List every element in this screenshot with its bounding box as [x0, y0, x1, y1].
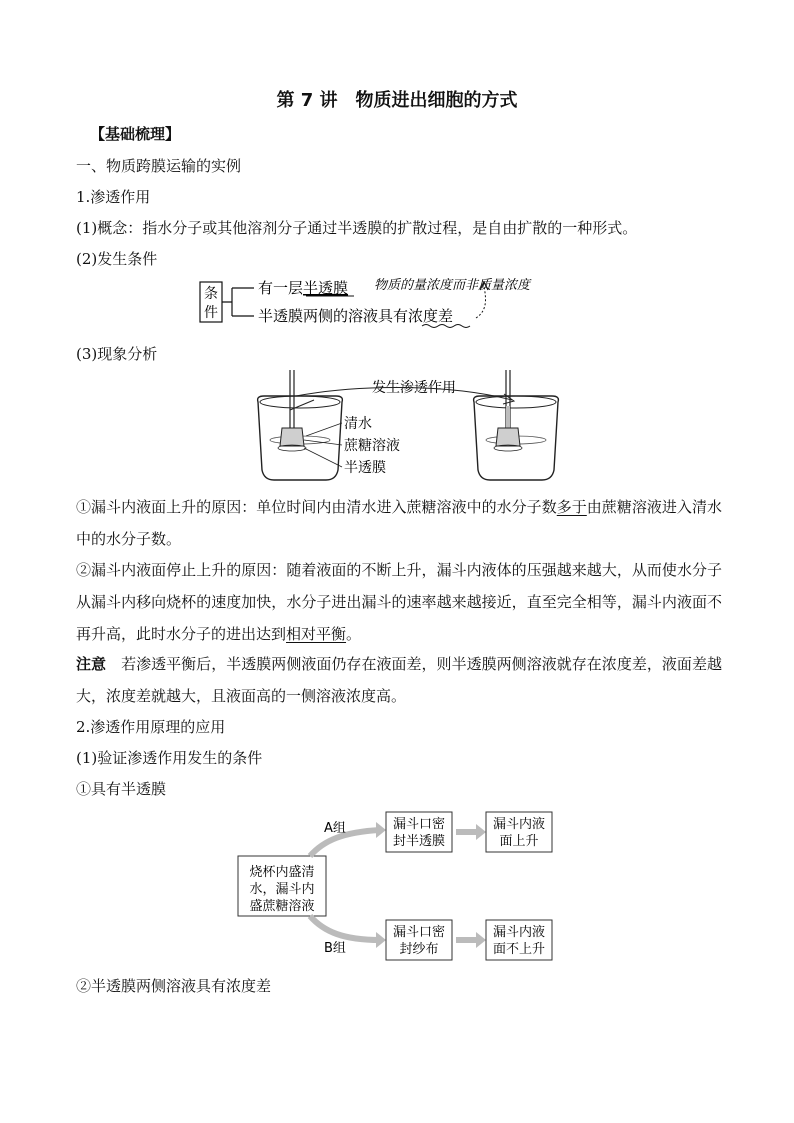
stop-reason-end: 。 [346, 625, 362, 643]
arrow-label: 发生渗透作用 [372, 380, 456, 396]
handwritten-note: 物质的量浓度而非质量浓度 [374, 278, 531, 293]
condition-box-char-2: 件 [204, 305, 218, 321]
raised-liquid [506, 406, 510, 428]
item-membrane: ①具有半透膜 [76, 780, 167, 798]
start-line-1: 烧杯内盛清 [249, 865, 315, 880]
left-funnel [280, 428, 304, 446]
rise-reason-key: 多于 [556, 498, 587, 516]
paragraph-note [76, 648, 722, 712]
a1-line-2: 封半透膜 [392, 834, 446, 849]
bracket-lines [222, 288, 254, 316]
part-heading: 一、物质跨膜运输的实例 [76, 157, 242, 175]
b2-line-2: 面不上升 [492, 942, 546, 957]
condition-1-key: 半透膜 [303, 279, 349, 297]
b1-line-2: 封纱布 [399, 942, 439, 957]
group-a-label: A组 [324, 821, 346, 836]
a2-line-1: 漏斗内液 [492, 817, 546, 832]
osmosis-conditions-heading: (2)发生条件 [76, 250, 158, 268]
a2-line-2: 面上升 [499, 834, 539, 849]
group-b-label: B组 [324, 941, 346, 956]
condition-1 [258, 279, 348, 297]
phenomenon-heading: (3)现象分析 [76, 345, 158, 363]
label-membrane: 半透膜 [344, 460, 386, 476]
rise-reason-end: 由蔗糖溶液进入清水中的水分子数。 [76, 498, 722, 548]
paragraph-rise-reason [76, 491, 722, 555]
note-label: 注意 [76, 655, 107, 673]
item-concentration: ②半透膜两侧溶液具有浓度差 [76, 977, 272, 995]
rise-reason-text: ①漏斗内液面上升的原因：单位时间内由清水进入蔗糖溶液中的水分子数 [76, 498, 557, 516]
a1-line-1: 漏斗口密 [392, 817, 446, 832]
condition-box-char-1: 条 [204, 286, 218, 302]
flow-diagram [234, 806, 564, 966]
stop-reason-text: ②漏斗内液面停止上升的原因：随着液面的不断上升，漏斗内液体的压强越来越大，从而使水分子从漏斗内移向烧杯的速度加快，水分子进出漏斗的速率越来越接近，直至完全相等，漏斗内液面不再升高，此时水分子的进出达到 [76, 561, 722, 643]
subsection-osmosis: 1.渗透作用 [76, 188, 151, 206]
conditions-diagram [196, 272, 576, 332]
subsection-application: 2.渗透作用原理的应用 [76, 718, 226, 736]
right-funnel [496, 428, 520, 446]
condition-1-prefix: 有一层 [258, 279, 304, 297]
b1-line-1: 漏斗口密 [392, 925, 446, 940]
b2-line-1: 漏斗内液 [492, 925, 546, 940]
stop-reason-key: 相对平衡 [286, 625, 347, 643]
label-sucrose: 蔗糖溶液 [344, 438, 400, 454]
osmosis-concept: (1)概念：指水分子或其他溶剂分子通过半透膜的扩散过程，是自由扩散的一种形式。 [76, 219, 638, 237]
start-line-2: 水，漏斗内 [249, 882, 315, 897]
section-heading: 【基础梳理】 [90, 125, 181, 143]
page-title: 第 7 讲 物质进出细胞的方式 [276, 90, 518, 111]
condition-2-key: 浓度差 [408, 307, 454, 325]
beaker-diagram [250, 370, 560, 486]
label-water: 清水 [344, 416, 372, 432]
right-beaker-rim [476, 396, 556, 408]
paragraph-stop-reason [76, 554, 722, 650]
verify-heading: (1)验证渗透作用发生的条件 [76, 749, 263, 767]
condition-2-prefix: 半透膜两侧的溶液具有 [258, 307, 409, 325]
arrow-to-b [310, 916, 380, 940]
condition-2 [258, 307, 453, 325]
note-text: 若渗透平衡后，半透膜两侧液面仍存在液面差，则半透膜两侧溶液就存在浓度差，液面差越大，浓度差就越大，且液面高的一侧溶液浓度高。 [76, 655, 722, 705]
start-line-3: 盛蔗糖溶液 [249, 899, 315, 914]
